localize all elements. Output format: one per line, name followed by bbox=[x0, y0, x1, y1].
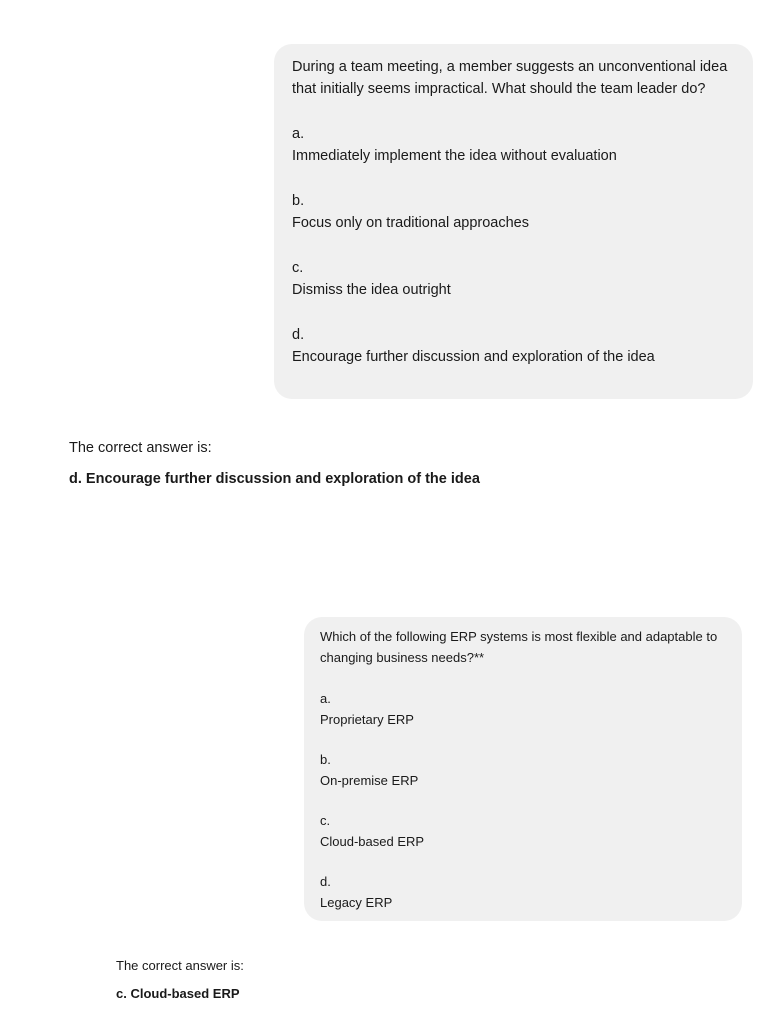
option-letter: a. bbox=[320, 691, 331, 706]
option-text: Cloud-based ERP bbox=[320, 834, 425, 849]
option-letter: c. bbox=[320, 813, 331, 828]
answer-value: d. Encourage further discussion and exploration of the idea bbox=[69, 471, 480, 487]
option-letter: b. bbox=[292, 193, 305, 209]
option-letter: b. bbox=[320, 752, 331, 767]
option-text: Encourage further discussion and exploration of the idea bbox=[292, 349, 655, 365]
answer-intro: The correct answer is: bbox=[69, 440, 212, 456]
option-b bbox=[320, 749, 726, 791]
assistant-message bbox=[69, 440, 480, 487]
user-message-bubble bbox=[304, 617, 742, 921]
question-text: During a team meeting, a member suggests an unconventional idea that initially seems impractical. What should the team leader do? bbox=[292, 59, 728, 97]
option-letter: d. bbox=[320, 874, 331, 889]
option-d bbox=[292, 324, 735, 368]
option-b bbox=[292, 190, 735, 234]
option-a bbox=[320, 688, 726, 730]
assistant-message bbox=[116, 958, 244, 1001]
answer-value: c. Cloud-based ERP bbox=[116, 986, 240, 1001]
option-a bbox=[292, 123, 735, 167]
option-text: Focus only on traditional approaches bbox=[292, 215, 529, 231]
option-text: Dismiss the idea outright bbox=[292, 282, 451, 298]
user-message-bubble bbox=[274, 44, 753, 399]
option-d bbox=[320, 871, 726, 913]
question-text: Which of the following ERP systems is most flexible and adaptable to changing business needs?** bbox=[320, 629, 718, 665]
option-text: Proprietary ERP bbox=[320, 712, 414, 727]
answer-intro: The correct answer is: bbox=[116, 958, 244, 973]
option-letter: a. bbox=[292, 126, 305, 142]
option-text: Legacy ERP bbox=[320, 895, 393, 910]
option-text: Immediately implement the idea without evaluation bbox=[292, 148, 617, 164]
option-text: On-premise ERP bbox=[320, 773, 419, 788]
option-c bbox=[320, 810, 726, 852]
option-letter: d. bbox=[292, 327, 305, 343]
option-letter: c. bbox=[292, 260, 304, 276]
option-c bbox=[292, 257, 735, 301]
